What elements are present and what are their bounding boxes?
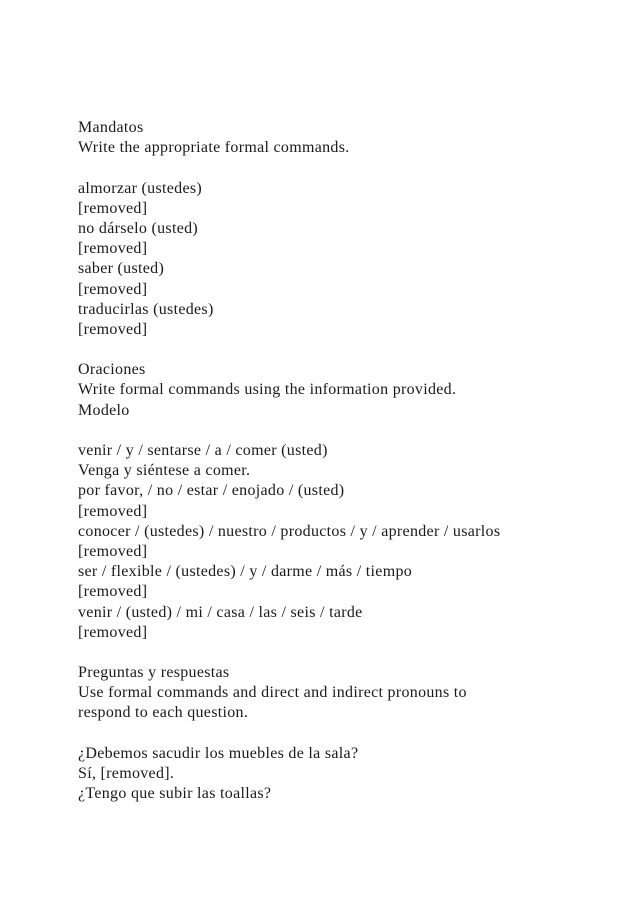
blank-line (78, 158, 618, 178)
document-page (78, 118, 618, 804)
section-title-oraciones: Oraciones (78, 361, 146, 379)
section-title-mandatos: Mandatos (78, 119, 144, 136)
exercise-answer: [removed] (78, 623, 148, 641)
exercise-question: ¿Tengo que subir las toallas? (78, 785, 272, 803)
exercise-answer: [removed] (78, 320, 148, 338)
model-label: Modelo (78, 401, 130, 419)
section-instruction: Write formal commands using the information provided. (78, 381, 457, 399)
exercise-prompt: almorzar (ustedes) (78, 179, 203, 197)
exercise-answer: Sí, [removed]. (78, 765, 175, 782)
exercise-answer: [removed] (78, 240, 148, 258)
exercise-answer: [removed] (78, 199, 148, 217)
section-title-preguntas: Preguntas y respuestas (78, 664, 230, 682)
exercise-prompt: ser / flexible / (ustedes) / y / darme / más / tiempo (78, 563, 413, 581)
model-prompt: venir / y / sentarse / a / comer (usted) (78, 442, 328, 459)
exercise-answer: [removed] (78, 542, 148, 560)
exercise-prompt: traducirlas (ustedes) (78, 300, 214, 318)
exercise-prompt: por favor, / no / estar / enojado / (usted) (78, 482, 345, 500)
exercise-prompt: venir / (usted) / mi / casa / las / seis / tarde (78, 603, 363, 621)
exercise-answer: [removed] (78, 502, 148, 520)
exercise-question: ¿Debemos sacudir los muebles de la sala? (78, 744, 359, 762)
exercise-prompt: saber (usted) (78, 260, 165, 278)
exercise-answer: [removed] (78, 583, 148, 601)
exercise-prompt: conocer / (ustedes) / nuestro / productos / y / aprender / usarlos (78, 522, 501, 540)
model-answer: Venga y siéntese a comer. (78, 462, 251, 480)
blank-line (78, 421, 618, 441)
exercise-answer: [removed] (78, 280, 148, 298)
blank-line (78, 643, 618, 663)
section-instruction: Write the appropriate formal commands. (78, 139, 350, 157)
section-instruction: Use formal commands and direct and indirect pronouns to (78, 684, 467, 702)
blank-line (78, 724, 618, 744)
section-instruction-continued: respond to each question. (78, 704, 249, 722)
blank-line (78, 340, 618, 360)
exercise-prompt: no dárselo (usted) (78, 219, 199, 237)
